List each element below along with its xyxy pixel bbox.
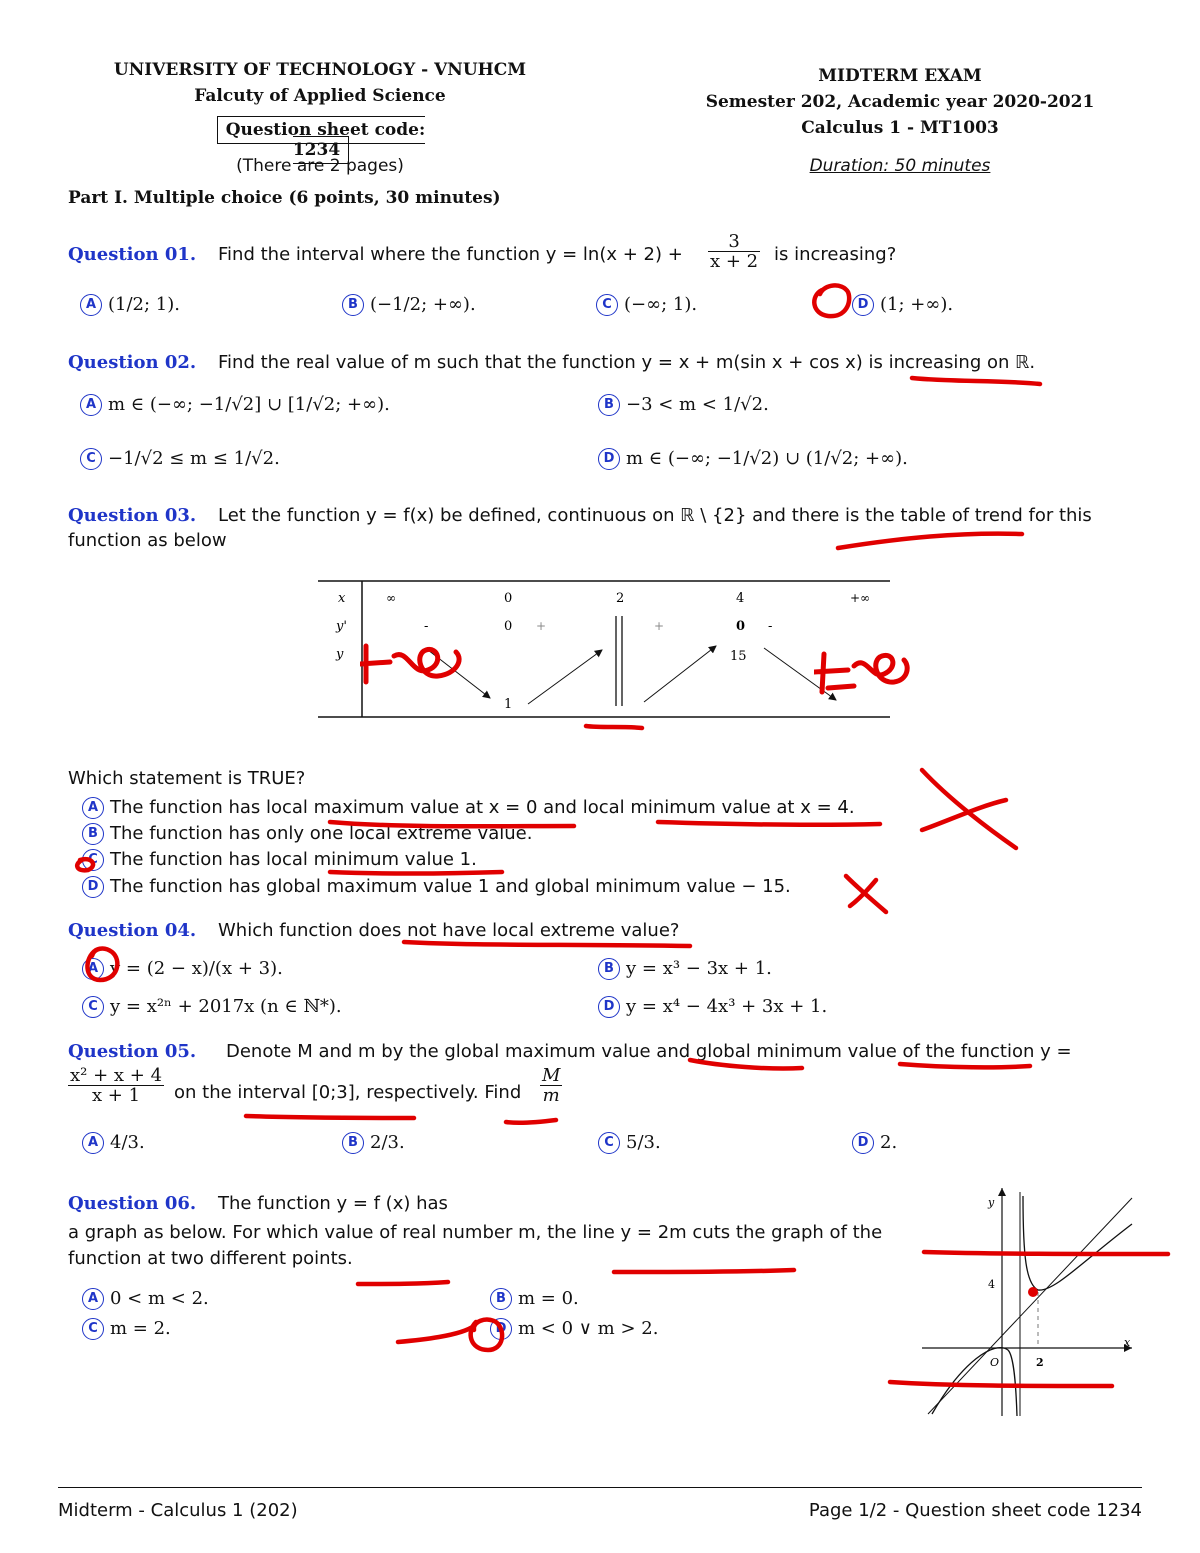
- q5-option-d[interactable]: D 2.: [852, 1132, 897, 1154]
- q4-option-c[interactable]: C y = x²ⁿ + 2017x (n ∈ ℕ*).: [82, 996, 342, 1018]
- q3-option-d[interactable]: D The function has global maximum value 1 and global minimum value − 15.: [82, 876, 791, 898]
- q5-fraction: $\frac{\text{x² + x + 4}}{x + 1}$: [70, 1065, 163, 1106]
- q2-text: Find the real value of m such that the function y = x + m(sin x + cos x) is increasing on ℝ.: [218, 352, 1036, 373]
- sign-4: +: [654, 619, 665, 633]
- q1-option-a[interactable]: A (1/2; 1).: [80, 294, 180, 316]
- question-text-end: is increasing?: [774, 244, 897, 265]
- q2-option-b[interactable]: B −3 < m < 1/√2.: [598, 394, 769, 416]
- q5-text-2: on the interval [0;3], respectively. Find: [174, 1082, 522, 1103]
- y-val-max: 15: [730, 649, 747, 664]
- q4-label: Question 04.: [68, 920, 197, 941]
- university-name: UNIVERSITY OF TECHNOLOGY - VNUHCM: [113, 60, 527, 80]
- y-label: y: [336, 647, 344, 662]
- q5-ratio: $\frac{M}{m}$: [542, 1065, 561, 1106]
- y-val-min: 1: [504, 697, 513, 712]
- x-val-5: +∞: [850, 591, 871, 605]
- pages-note: (There are 2 pages): [236, 156, 404, 176]
- sign-6: -: [768, 619, 773, 634]
- graph-y-label: y: [988, 1196, 995, 1209]
- x-val-1: ∞: [386, 591, 396, 605]
- sign-2: 0: [504, 619, 513, 634]
- graph-tick-y: 4: [988, 1278, 995, 1291]
- q5-option-c[interactable]: C 5/3.: [598, 1132, 661, 1154]
- footer-left: Midterm - Calculus 1 (202): [58, 1500, 298, 1521]
- q1-option-d[interactable]: D (1; +∞).: [852, 294, 953, 316]
- q2-option-a[interactable]: A m ∈ (−∞; −1/√2] ∪ [1/√2; +∞).: [80, 394, 390, 416]
- q3-label: Question 03.: [68, 505, 197, 526]
- x-val-3: 2: [616, 591, 625, 606]
- semester: Semester 202, Academic year 2020-2021: [705, 92, 1095, 112]
- faculty-name: Falcuty of Applied Science: [194, 86, 446, 106]
- q6-text: The function y = f (x) has: [218, 1193, 448, 1214]
- graph-tick-x: 2: [1036, 1356, 1044, 1369]
- graph-x-label: x: [1124, 1336, 1131, 1349]
- q6-option-a[interactable]: A 0 < m < 2.: [82, 1288, 209, 1310]
- function-graph: [922, 1186, 1136, 1422]
- x-label: x: [338, 591, 346, 606]
- q4-option-b[interactable]: B y = x³ − 3x + 1.: [598, 958, 772, 980]
- handwritten-plus-infinity-right: [814, 648, 914, 698]
- handwritten-plus-infinity-left: [360, 640, 470, 690]
- duration: Duration: 50 minutes: [809, 156, 991, 176]
- q2-label: Question 02.: [68, 352, 197, 373]
- q5-text: Denote M and m by the global maximum value and global minimum value of the function y =: [226, 1041, 1072, 1062]
- q1-option-c[interactable]: C (−∞; 1).: [596, 294, 697, 316]
- footer-rule: [58, 1487, 1142, 1488]
- q4-option-a[interactable]: A y = (2 − x)/(x + 3).: [82, 958, 283, 980]
- q3-option-a[interactable]: A The function has local maximum value at x = 0 and local minimum value at x = 4.: [82, 797, 855, 819]
- fraction: $\frac{3}{x + 2}$: [710, 231, 759, 272]
- q6-text-2: a graph as below. For which value of real number m, the line y = 2m cuts the graph of the: [68, 1222, 883, 1243]
- exam-title: MIDTERM EXAM: [818, 66, 982, 86]
- q5-option-b[interactable]: B 2/3.: [342, 1132, 405, 1154]
- q3-option-c[interactable]: C The function has local minimum value 1.: [82, 849, 477, 871]
- x-val-2: 0: [504, 591, 513, 606]
- q1-option-b[interactable]: B (−1/2; +∞).: [342, 294, 476, 316]
- sign-5: 0: [736, 619, 746, 634]
- footer-right: Page 1/2 - Question sheet code 1234: [808, 1500, 1142, 1521]
- yprime-label: y': [336, 619, 347, 634]
- q6-label: Question 06.: [68, 1193, 197, 1214]
- q6-option-c[interactable]: C m = 2.: [82, 1318, 171, 1340]
- q3-text-2: function as below: [68, 530, 227, 551]
- q6-text-3: function at two different points.: [68, 1248, 353, 1269]
- x-val-4: 4: [736, 591, 745, 606]
- sign-3: +: [536, 619, 547, 633]
- question-label: Question 01.: [68, 244, 197, 265]
- q3-prompt: Which statement is TRUE?: [68, 768, 306, 789]
- q3-option-b[interactable]: B The function has only one local extreme value.: [82, 823, 532, 845]
- sign-1: -: [424, 619, 429, 634]
- question-sheet-code: Question sheet code: 1234: [217, 116, 425, 164]
- q6-option-b[interactable]: B m = 0.: [490, 1288, 579, 1310]
- q5-option-a[interactable]: A 4/3.: [82, 1132, 145, 1154]
- q6-option-d[interactable]: D m < 0 ∨ m > 2.: [490, 1318, 658, 1340]
- q2-option-d[interactable]: D m ∈ (−∞; −1/√2) ∪ (1/√2; +∞).: [598, 448, 908, 470]
- question-text: Find the interval where the function y = ln(x + 2) +: [218, 244, 683, 265]
- q2-option-c[interactable]: C −1/√2 ≤ m ≤ 1/√2.: [80, 448, 280, 470]
- part-title: Part I. Multiple choice (6 points, 30 minutes): [68, 188, 501, 208]
- q4-option-d[interactable]: D y = x⁴ − 4x³ + 3x + 1.: [598, 996, 827, 1018]
- graph-origin: O: [990, 1356, 1000, 1369]
- question-01: [68, 232, 1148, 282]
- q5-label: Question 05.: [68, 1041, 197, 1062]
- q4-text: Which function does not have local extreme value?: [218, 920, 680, 941]
- course: Calculus 1 - MT1003: [801, 118, 999, 138]
- q3-text: Let the function y = f(x) be defined, continuous on ℝ \ {2} and there is the table of trend for this: [218, 505, 1092, 526]
